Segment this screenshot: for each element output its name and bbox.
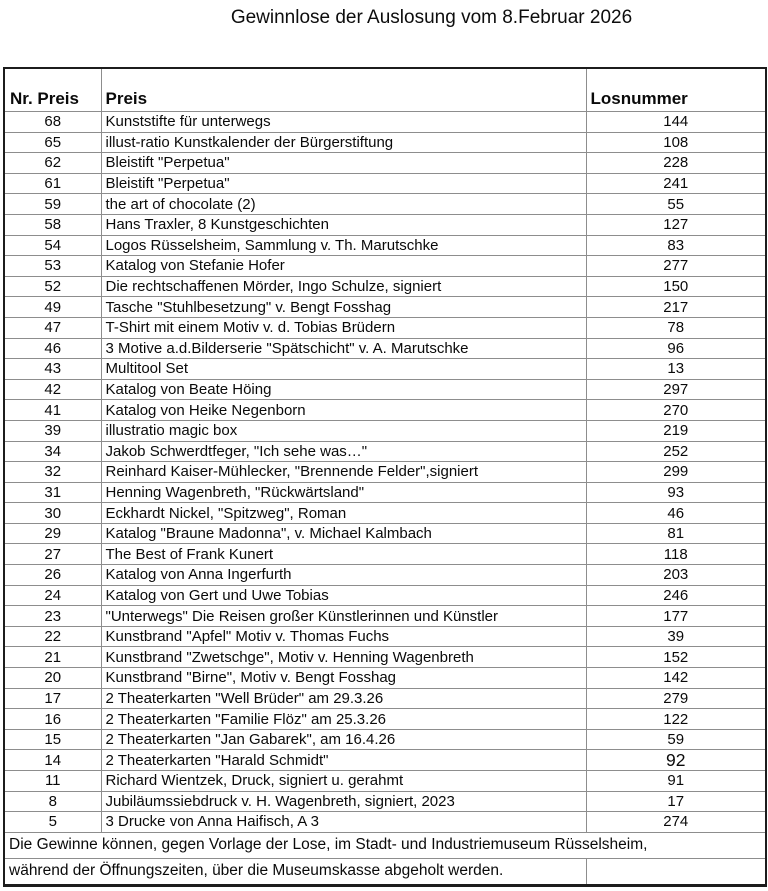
cell-losnummer: 217 [586,297,766,318]
cell-losnummer: 122 [586,709,766,730]
cell-losnummer: 17 [586,791,766,812]
cell-nr-preis: 52 [4,276,101,297]
cell-losnummer: 203 [586,565,766,586]
cell-preis: Katalog "Braune Madonna", v. Michael Kalmbach [101,523,586,544]
cell-losnummer: 91 [586,771,766,792]
cell-losnummer: 152 [586,647,766,668]
table-row [4,709,766,730]
table-row [4,626,766,647]
cell-preis: Kunststifte für unterwegs [101,112,586,133]
table-row [4,544,766,565]
cell-preis: Tasche "Stuhlbesetzung" v. Bengt Fosshag [101,297,586,318]
cell-losnummer: 96 [586,338,766,359]
cell-nr-preis: 39 [4,420,101,441]
cell-nr-preis: 62 [4,153,101,174]
cell-losnummer: 277 [586,256,766,277]
table-row [4,791,766,812]
cell-nr-preis: 22 [4,626,101,647]
cell-preis: 2 Theaterkarten "Familie Flöz" am 25.3.26 [101,709,586,730]
cell-preis: illustratio magic box [101,420,586,441]
cell-nr-preis: 20 [4,668,101,689]
cell-nr-preis: 17 [4,688,101,709]
cell-nr-preis: 58 [4,214,101,235]
cell-losnummer: 297 [586,379,766,400]
table-row [4,235,766,256]
footer-note-line1: Die Gewinne können, gegen Vorlage der Lose, im Stadt- und Industriemuseum Rüsselsheim, [4,832,766,858]
table-row [4,297,766,318]
cell-preis: Katalog von Beate Höing [101,379,586,400]
cell-nr-preis: 47 [4,317,101,338]
column-header-preis: Preis [101,68,586,112]
table-row [4,441,766,462]
footer-note-line2: während der Öffnungszeiten, über die Museumskasse abgeholt werden. [4,858,586,885]
cell-nr-preis: 30 [4,503,101,524]
table-row [4,771,766,792]
cell-nr-preis: 34 [4,441,101,462]
cell-losnummer: 252 [586,441,766,462]
table-row [4,688,766,709]
cell-losnummer: 59 [586,729,766,750]
footer-row [4,832,766,858]
column-header-nr-preis: Nr. Preis [4,68,101,112]
cell-preis: 2 Theaterkarten "Jan Gabarek", am 16.4.26 [101,729,586,750]
cell-losnummer: 142 [586,668,766,689]
cell-losnummer: 83 [586,235,766,256]
cell-losnummer: 13 [586,359,766,380]
table-row [4,214,766,235]
cell-preis: the art of chocolate (2) [101,194,586,215]
cell-nr-preis: 61 [4,173,101,194]
cell-preis: Multitool Set [101,359,586,380]
cell-losnummer: 108 [586,132,766,153]
cell-losnummer: 246 [586,585,766,606]
cell-losnummer: 118 [586,544,766,565]
table-row [4,420,766,441]
cell-losnummer: 46 [586,503,766,524]
table-row [4,482,766,503]
table-row [4,565,766,586]
cell-preis: "Unterwegs" Die Reisen großer Künstlerinnen und Künstler [101,606,586,627]
cell-preis: The Best of Frank Kunert [101,544,586,565]
cell-preis: 3 Motive a.d.Bilderserie "Spätschicht" v. A. Marutschke [101,338,586,359]
cell-preis: Jakob Schwerdtfeger, "Ich sehe was…" [101,441,586,462]
footer-row [4,858,766,885]
table-row [4,317,766,338]
table-row [4,812,766,833]
table-row [4,194,766,215]
cell-preis: 3 Drucke von Anna Haifisch, A 3 [101,812,586,833]
table-row [4,153,766,174]
cell-preis: Bleistift "Perpetua" [101,173,586,194]
cell-losnummer: 144 [586,112,766,133]
cell-losnummer: 81 [586,523,766,544]
cell-preis: Katalog von Stefanie Hofer [101,256,586,277]
cell-preis: Katalog von Anna Ingerfurth [101,565,586,586]
cell-preis: T-Shirt mit einem Motiv v. d. Tobias Brüdern [101,317,586,338]
cell-preis: Jubiläumssiebdruck v. H. Wagenbreth, signiert, 2023 [101,791,586,812]
cell-preis: Richard Wientzek, Druck, signiert u. gerahmt [101,771,586,792]
footer-empty-cell [586,858,766,885]
cell-nr-preis: 46 [4,338,101,359]
table-row [4,523,766,544]
cell-preis: Henning Wagenbreth, "Rückwärtsland" [101,482,586,503]
table-row [4,729,766,750]
cell-losnummer: 279 [586,688,766,709]
cell-losnummer: 241 [586,173,766,194]
cell-nr-preis: 26 [4,565,101,586]
table-row [4,585,766,606]
cell-losnummer: 177 [586,606,766,627]
cell-losnummer: 55 [586,194,766,215]
cell-nr-preis: 41 [4,400,101,421]
table-row [4,173,766,194]
table-row [4,503,766,524]
cell-nr-preis: 53 [4,256,101,277]
cell-losnummer: 270 [586,400,766,421]
cell-preis: Kunstbrand "Zwetschge", Motiv v. Henning Wagenbreth [101,647,586,668]
table-row [4,606,766,627]
cell-nr-preis: 68 [4,112,101,133]
cell-losnummer: 93 [586,482,766,503]
table-row [4,668,766,689]
cell-losnummer: 219 [586,420,766,441]
cell-losnummer: 228 [586,153,766,174]
cell-nr-preis: 11 [4,771,101,792]
cell-losnummer: 274 [586,812,766,833]
table-row [4,379,766,400]
cell-preis: Logos Rüsselsheim, Sammlung v. Th. Marutschke [101,235,586,256]
cell-nr-preis: 54 [4,235,101,256]
table-row [4,647,766,668]
cell-nr-preis: 21 [4,647,101,668]
cell-losnummer: 39 [586,626,766,647]
table-row [4,276,766,297]
cell-nr-preis: 8 [4,791,101,812]
cell-nr-preis: 42 [4,379,101,400]
table-row [4,132,766,153]
table-row [4,462,766,483]
cell-nr-preis: 23 [4,606,101,627]
cell-preis: Kunstbrand "Birne", Motiv v. Bengt Fosshag [101,668,586,689]
cell-nr-preis: 24 [4,585,101,606]
cell-losnummer: 92 [586,750,766,771]
column-header-losnummer: Losnummer [586,68,766,112]
cell-nr-preis: 15 [4,729,101,750]
table-row [4,750,766,771]
header-row [4,68,766,112]
table-row [4,338,766,359]
cell-preis: Kunstbrand "Apfel" Motiv v. Thomas Fuchs [101,626,586,647]
cell-preis: 2 Theaterkarten "Harald Schmidt" [101,750,586,771]
cell-preis: Die rechtschaffenen Mörder, Ingo Schulze, signiert [101,276,586,297]
table-row [4,112,766,133]
prize-rows-body [4,112,766,833]
cell-nr-preis: 31 [4,482,101,503]
cell-nr-preis: 5 [4,812,101,833]
cell-nr-preis: 27 [4,544,101,565]
table-row [4,400,766,421]
cell-nr-preis: 29 [4,523,101,544]
cell-nr-preis: 14 [4,750,101,771]
table-row [4,359,766,380]
cell-preis: Katalog von Gert und Uwe Tobias [101,585,586,606]
cell-losnummer: 150 [586,276,766,297]
cell-losnummer: 127 [586,214,766,235]
cell-nr-preis: 65 [4,132,101,153]
cell-preis: Katalog von Heike Negenborn [101,400,586,421]
table-row [4,256,766,277]
page-title: Gewinnlose der Auslosung vom 8.Februar 2026 [230,7,633,28]
cell-preis: Reinhard Kaiser-Mühlecker, "Brennende Felder",signiert [101,462,586,483]
cell-losnummer: 299 [586,462,766,483]
prize-table [3,67,767,887]
cell-preis: Eckhardt Nickel, "Spitzweg", Roman [101,503,586,524]
cell-preis: Bleistift "Perpetua" [101,153,586,174]
cell-nr-preis: 59 [4,194,101,215]
cell-nr-preis: 43 [4,359,101,380]
cell-nr-preis: 16 [4,709,101,730]
cell-nr-preis: 32 [4,462,101,483]
cell-preis: 2 Theaterkarten "Well Brüder" am 29.3.26 [101,688,586,709]
cell-losnummer: 78 [586,317,766,338]
cell-preis: Hans Traxler, 8 Kunstgeschichten [101,214,586,235]
cell-nr-preis: 49 [4,297,101,318]
cell-preis: illust-ratio Kunstkalender der Bürgerstiftung [101,132,586,153]
